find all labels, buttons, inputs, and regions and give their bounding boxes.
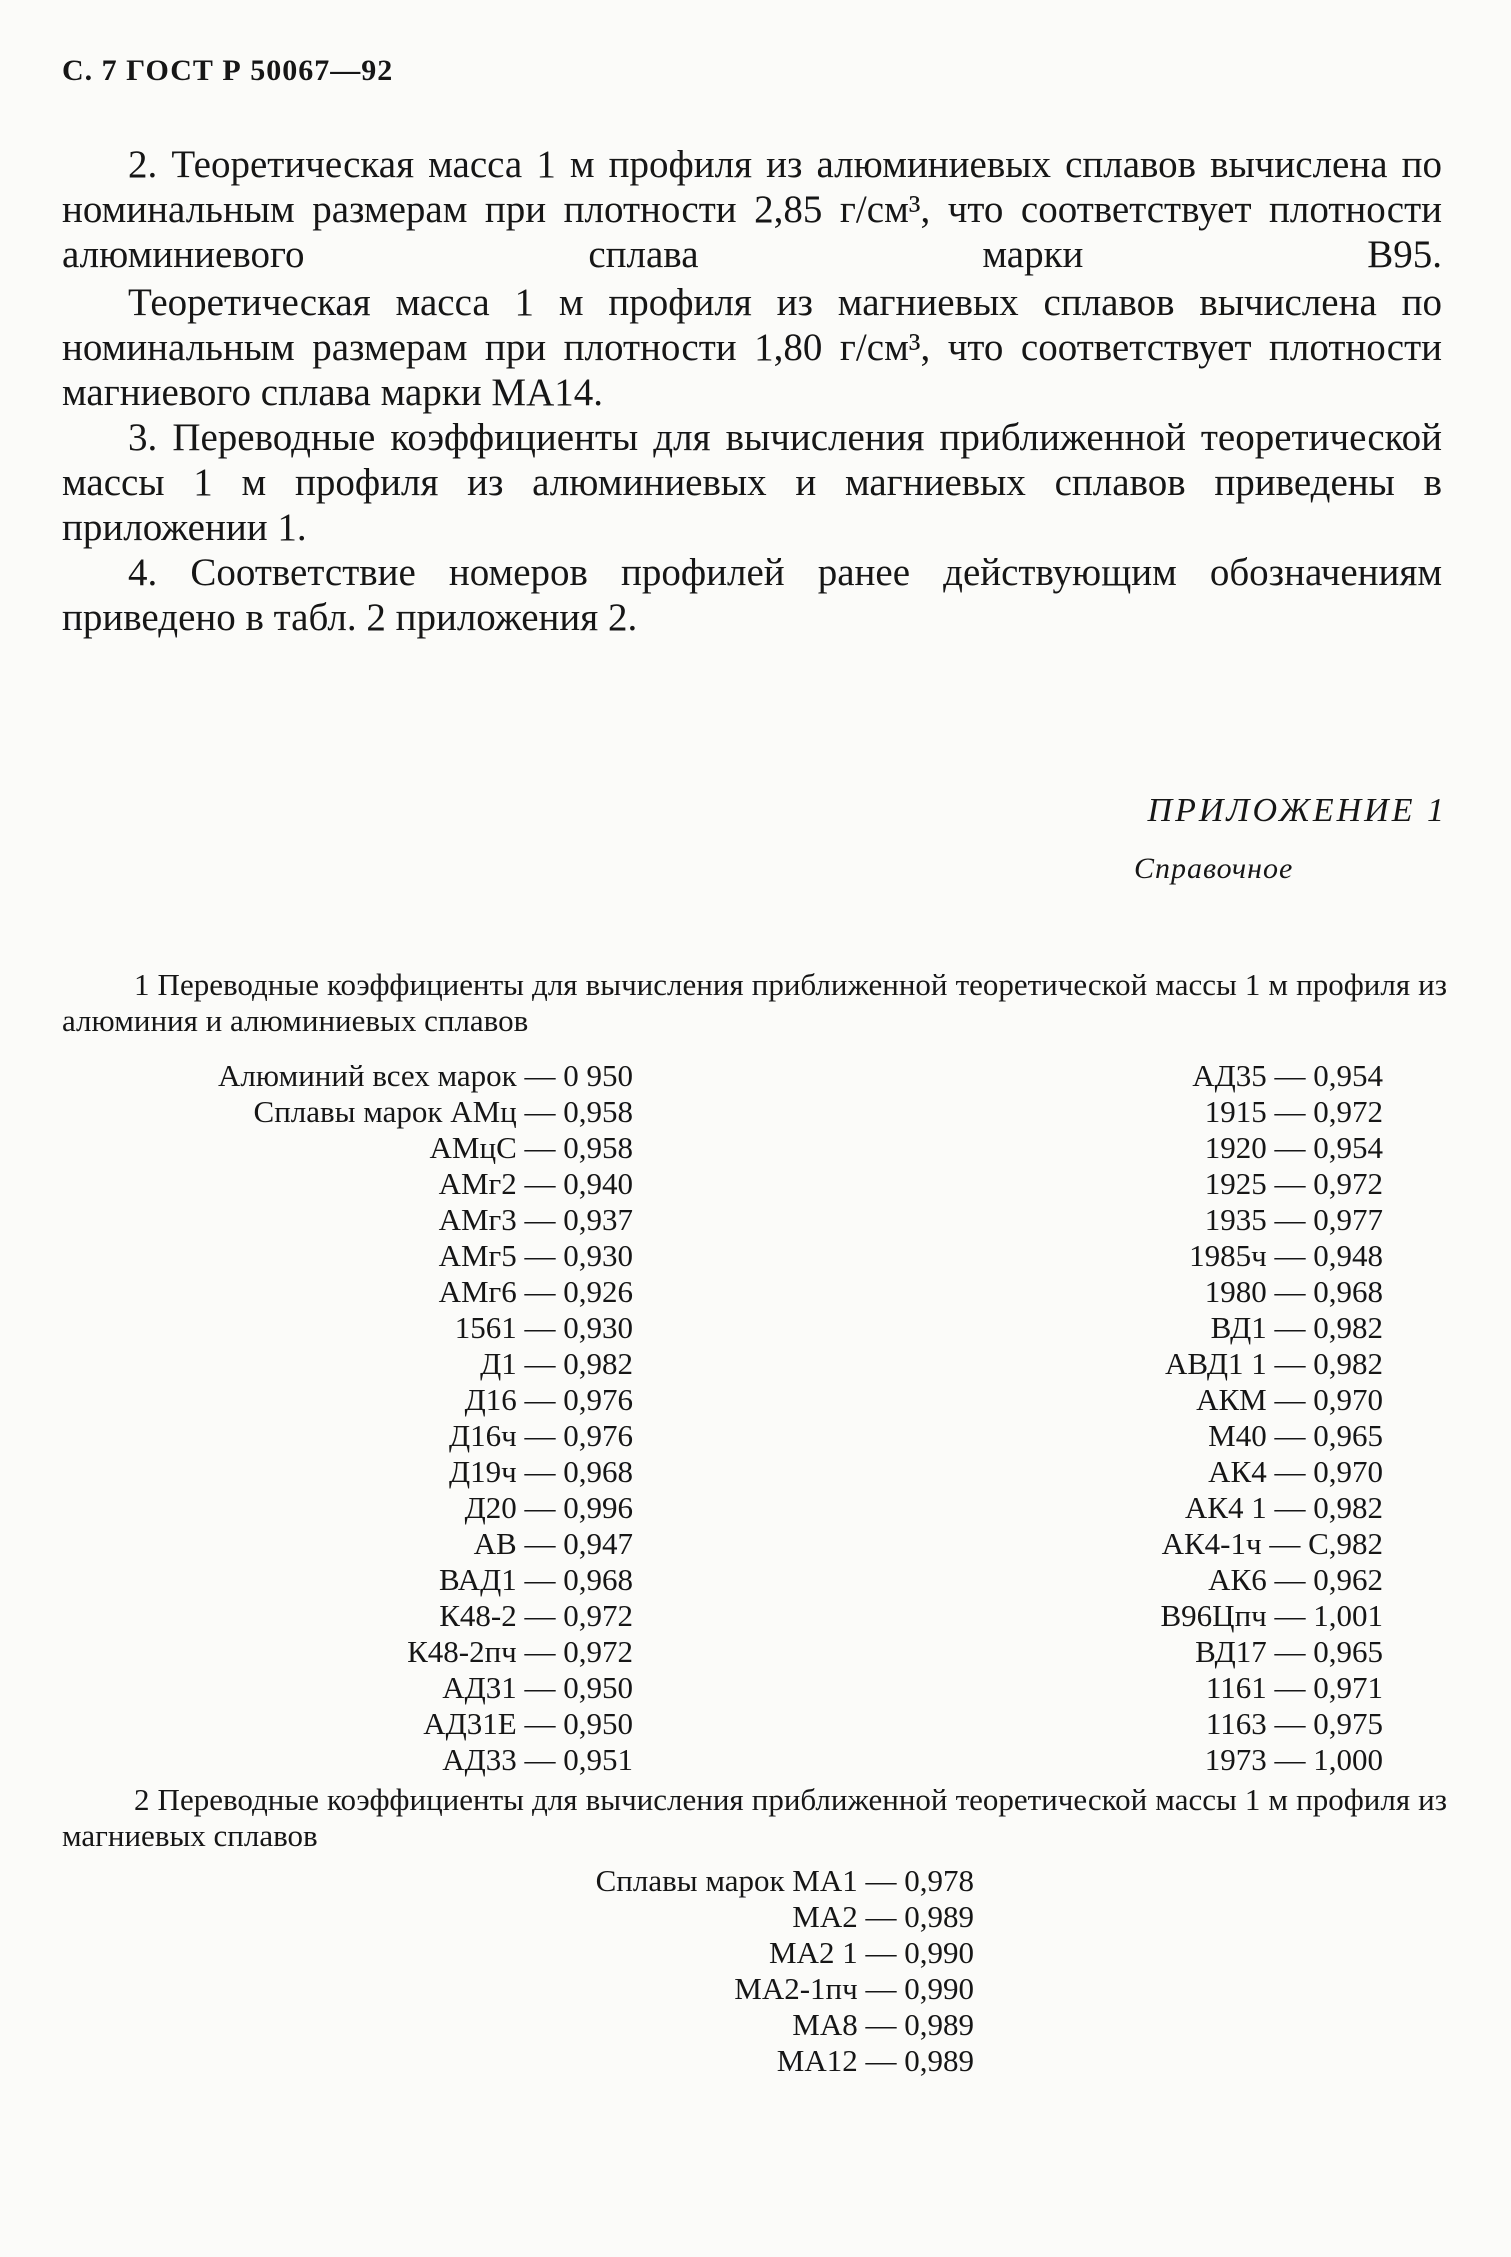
coefficient-row: МА2 — 0,989 <box>792 1899 974 1934</box>
coefficient-row: Сплавы марок МА1 — 0,978 <box>595 1863 974 1898</box>
paragraph-4: 4. Соответствие номеров профилей ранее действующим обозначениям приведено в табл. 2 приложения 2. <box>62 551 1442 639</box>
coefficient-row: 1925 — 0,972 <box>1204 1166 1383 1201</box>
coefficient-row: АК6 — 0,962 <box>1208 1562 1383 1597</box>
coefficient-row: МА8 — 0,989 <box>792 2007 974 2042</box>
magnesium-coefficients-column <box>454 1863 974 2079</box>
coefficient-row: Алюминий всех марок — 0 950 <box>217 1058 633 1093</box>
coefficient-row: АД31 — 0,950 <box>442 1670 633 1705</box>
appendix-subtitle: Справочное <box>1134 852 1294 885</box>
appendix-title: ПРИЛОЖЕНИЕ 1 <box>1147 792 1447 829</box>
coefficient-row: АД35 — 0,954 <box>1192 1058 1383 1093</box>
coefficient-row: Д19ч — 0,968 <box>449 1454 633 1489</box>
coefficient-row: АМг5 — 0,930 <box>438 1238 633 1273</box>
section-1-heading: 1 Переводные коэффициенты для вычисления приближенной теоретической массы 1 м профиля из алюминия и алюминиевых сплавов <box>62 967 1447 1038</box>
coefficient-row: 1163 — 0,975 <box>1205 1706 1383 1741</box>
coefficient-row: АМг3 — 0,937 <box>438 1202 633 1237</box>
coefficient-row: 1935 — 0,977 <box>1204 1202 1383 1237</box>
coefficient-row: Д1 — 0,982 <box>480 1346 633 1381</box>
coefficient-row: Сплавы марок АМц — 0,958 <box>253 1094 633 1129</box>
page-header: С. 7 ГОСТ Р 50067—92 <box>62 54 394 87</box>
aluminium-coefficients-right-column <box>1023 1058 1383 1778</box>
coefficient-row: В96Цпч — 1,001 <box>1160 1598 1383 1633</box>
coefficient-row: АКМ — 0,970 <box>1196 1382 1383 1417</box>
coefficient-row: 1915 — 0,972 <box>1204 1094 1383 1129</box>
coefficient-row: АД31Е — 0,950 <box>423 1706 633 1741</box>
coefficient-row: АК4-1ч — С,982 <box>1161 1526 1383 1561</box>
coefficient-row: ВАД1 — 0,968 <box>438 1562 633 1597</box>
coefficient-row: ВД1 — 0,982 <box>1210 1310 1383 1345</box>
coefficient-row: МА2-1пч — 0,990 <box>734 1971 974 2006</box>
coefficient-row: Д16 — 0,976 <box>464 1382 633 1417</box>
coefficient-row: 1985ч — 0,948 <box>1189 1238 1383 1273</box>
coefficient-row: АВД1 1 — 0,982 <box>1164 1346 1383 1381</box>
coefficient-row: ВД17 — 0,965 <box>1195 1634 1383 1669</box>
coefficient-row: АМг6 — 0,926 <box>438 1274 633 1309</box>
coefficient-row: 1561 — 0,930 <box>454 1310 633 1345</box>
coefficient-row: МА2 1 — 0,990 <box>769 1935 974 1970</box>
coefficient-row: МА12 — 0,989 <box>776 2043 974 2078</box>
coefficient-row: АК4 — 0,970 <box>1208 1454 1383 1489</box>
coefficient-row: 1161 — 0,971 <box>1205 1670 1383 1705</box>
coefficient-row: АВ — 0,947 <box>473 1526 633 1561</box>
coefficient-row: АК4 1 — 0,982 <box>1184 1490 1383 1525</box>
coefficient-row: К48-2пч — 0,972 <box>407 1634 633 1669</box>
paragraph-2-magnesium: Теоретическая масса 1 м профиля из магниевых сплавов вычислена по номинальным размерам при плотности 1,80 г/см³, что соответствует плотности магниевого сплава марки МА14. <box>62 281 1442 414</box>
coefficient-row: АД33 — 0,951 <box>442 1742 633 1777</box>
coefficient-row: 1980 — 0,968 <box>1204 1274 1383 1309</box>
paragraph-2-aluminium: 2. Теоретическая масса 1 м профиля из алюминиевых сплавов вычислена по номинальным размерам при плотности 2,85 г/см³, что соответствует плотности алюминиевого сплава марки В95. <box>62 143 1442 276</box>
coefficient-row: К48-2 — 0,972 <box>439 1598 633 1633</box>
coefficient-row: 1973 — 1,000 <box>1204 1742 1383 1777</box>
coefficient-row: Д20 — 0,996 <box>464 1490 633 1525</box>
coefficient-row: АМцС — 0,958 <box>429 1130 633 1165</box>
coefficient-row: 1920 — 0,954 <box>1204 1130 1383 1165</box>
coefficient-row: АМг2 — 0,940 <box>438 1166 633 1201</box>
aluminium-coefficients-left-column <box>113 1058 633 1778</box>
coefficient-row: М40 — 0,965 <box>1208 1418 1383 1453</box>
paragraph-3: 3. Переводные коэффициенты для вычисления приближенной теоретической массы 1 м профиля из алюминиевых и магниевых сплавов приведены в приложении 1. <box>62 416 1442 549</box>
coefficient-row: Д16ч — 0,976 <box>449 1418 633 1453</box>
section-2-heading: 2 Переводные коэффициенты для вычисления приближенной теоретической массы 1 м профиля из магниевых сплавов <box>62 1782 1447 1853</box>
